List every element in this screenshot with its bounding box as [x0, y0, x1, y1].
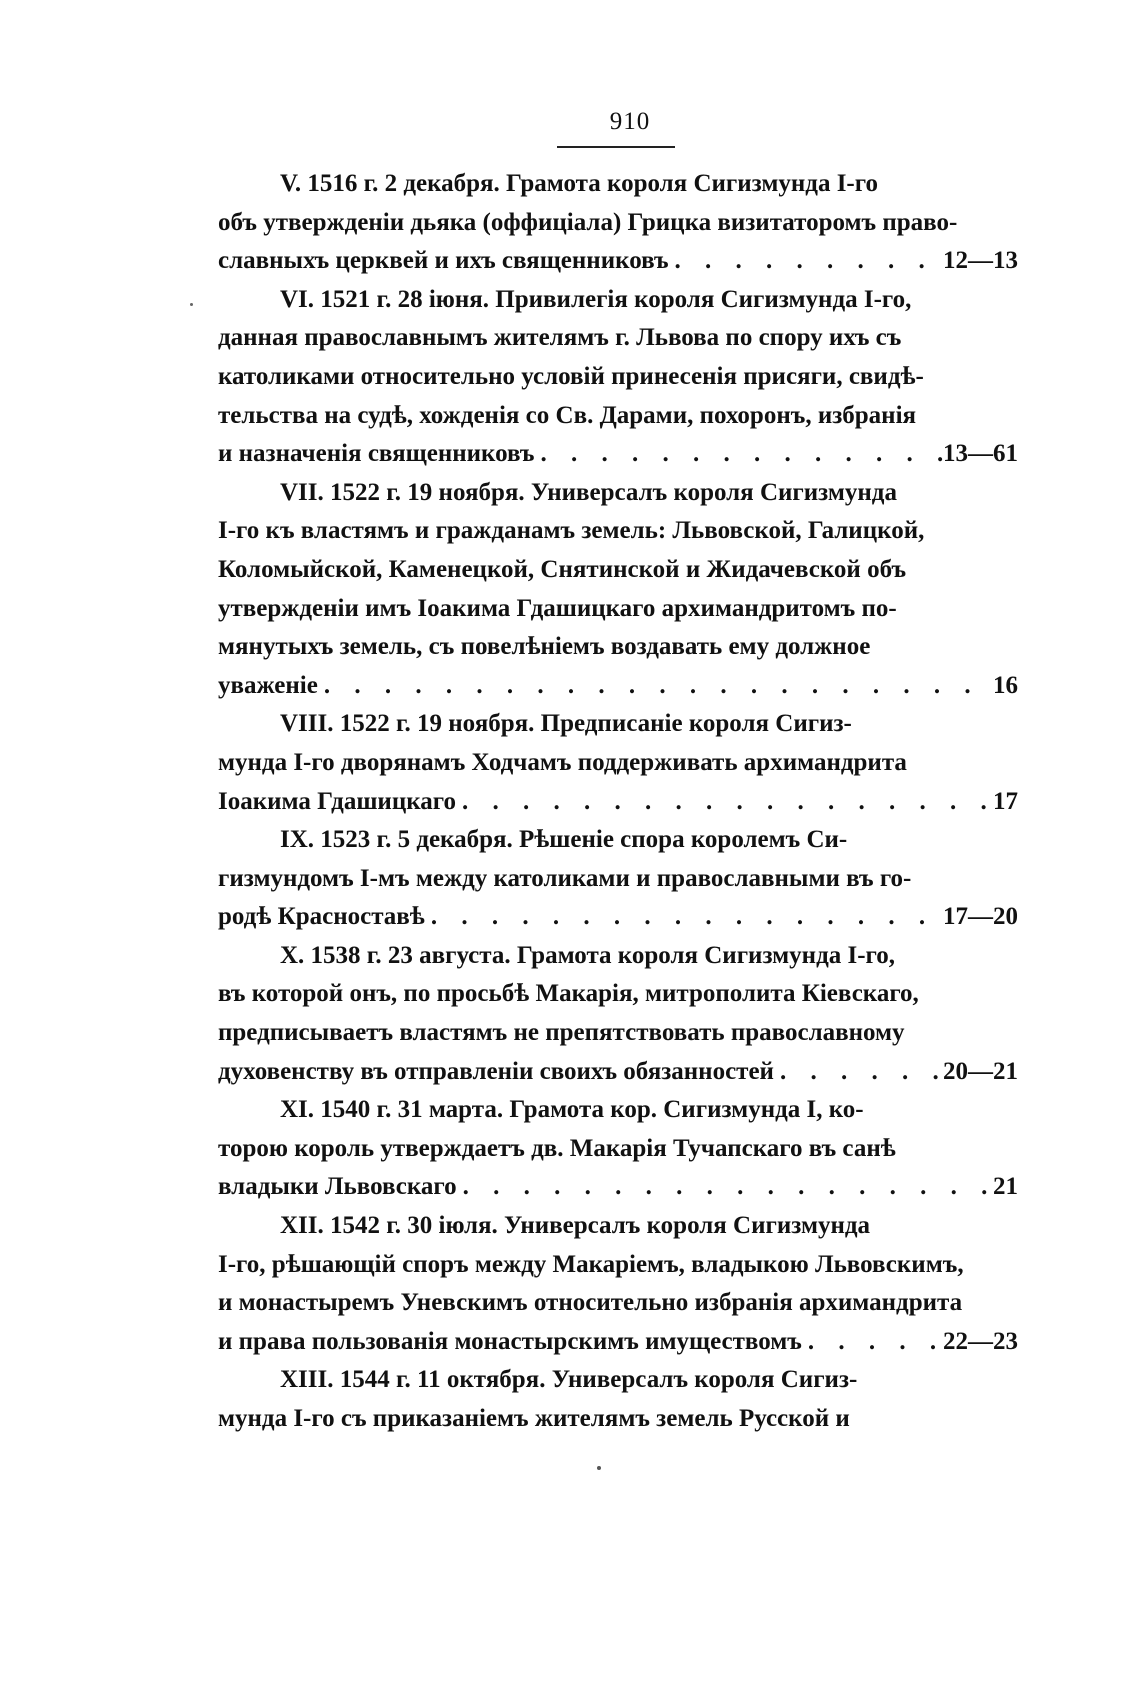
entry-line: и монастыремъ Уневскимъ относительно избранiя архимандрита — [218, 1289, 963, 1317]
entry-line: XII. 1542 г. 30 iюля. Универсалъ короля Сигизмунда — [280, 1212, 871, 1240]
page-number: 910 — [609, 108, 651, 135]
footer-mark — [597, 1466, 601, 1470]
entry-page-range: 17 — [993, 787, 1018, 815]
entry-page-range: 21 — [993, 1173, 1018, 1201]
entry-line-text: и права пользованiя монастырскимъ имуществомъ — [218, 1327, 802, 1355]
entry-line: мянутыхъ земель, съ повелѣнiемъ воздавать ему должное — [218, 633, 871, 661]
document-entry — [218, 1207, 1018, 1361]
dot-leader — [318, 667, 993, 706]
entry-line: IX. 1523 г. 5 декабря. Рѣшенiе спора королемъ Си- — [280, 826, 848, 854]
entry-line: мунда I-го дворянамъ Ходчамъ поддерживать архимандрита — [218, 748, 907, 776]
document-entry — [218, 165, 1018, 281]
entry-line: торою король утверждаетъ дв. Макарiя Тучапскаго въ санѣ — [218, 1134, 896, 1162]
document-entry — [218, 1091, 1018, 1207]
entry-last-line — [218, 1168, 1018, 1207]
entry-last-line — [218, 242, 1018, 281]
entry-page-range: 20—21 — [943, 1057, 1018, 1085]
entry-line-text: и назначенiя священниковъ — [218, 440, 535, 468]
entry-line: Коломыйской, Каменецкой, Снятинской и Жидачевской объ — [218, 555, 907, 583]
document-entry — [218, 937, 1018, 1091]
header-rule — [557, 146, 675, 148]
dot-leader — [534, 435, 943, 474]
entry-line: данная православнымъ жителямъ г. Львова по спору ихъ съ — [218, 324, 902, 352]
dot-leader — [802, 1323, 943, 1362]
entry-page-range: 13—61 — [943, 440, 1018, 468]
document-entry — [218, 474, 1018, 706]
entry-page-range: 22—23 — [943, 1327, 1018, 1355]
entry-line: VII. 1522 г. 19 ноября. Универсалъ короля Сигизмунда — [280, 478, 897, 506]
entry-line-text: Iоакима Гдашицкаго — [218, 787, 456, 815]
entry-line: VIII. 1522 г. 19 ноября. Предписанiе короля Сигиз- — [280, 710, 852, 738]
entry-line: I-го, рѣшающiй споръ между Макарiемъ, владыкою Львовскимъ, — [218, 1250, 964, 1278]
dot-leader — [774, 1053, 943, 1092]
entry-line: католиками относительно условiй принесенiя присяги, свидѣ- — [218, 362, 924, 390]
document-entry — [218, 705, 1018, 821]
document-entry — [218, 821, 1018, 937]
entry-last-line — [218, 1053, 1018, 1092]
entry-line-text: славныхъ церквей и ихъ священниковъ — [218, 247, 669, 275]
entry-page-range: 16 — [993, 671, 1018, 699]
document-entry — [218, 281, 1018, 474]
entry-line-text: родѣ Красноставѣ — [218, 903, 425, 931]
entries-list — [218, 165, 1018, 1439]
entry-line: мунда I-го съ приказанiемъ жителямъ земель Русской и — [218, 1405, 850, 1432]
dot-leader — [425, 898, 943, 937]
document-entry — [218, 1361, 1018, 1438]
entry-line: XIII. 1544 г. 11 октября. Универсалъ короля Сигиз- — [280, 1366, 858, 1394]
entry-line: въ которой онъ, по просьбѣ Макарiя, митрополита Кiевскаго, — [218, 980, 919, 1008]
entry-last-line — [218, 667, 1018, 706]
entry-line: предписываетъ властямъ не препятствовать православному — [218, 1019, 905, 1047]
entry-line-text: владыки Львовскаго — [218, 1173, 457, 1201]
entry-last-line — [218, 1323, 1018, 1362]
entry-last-line — [218, 898, 1018, 937]
margin-mark — [190, 303, 193, 306]
entry-line: гизмундомъ I-мъ между католиками и православными въ го- — [218, 864, 912, 892]
entry-line-text: уваженiе — [218, 671, 318, 699]
entry-line: утвержденiи имъ Iоакима Гдашицкаго архимандритомъ по- — [218, 594, 897, 622]
entry-last-line — [218, 783, 1018, 822]
entry-line: тельства на судѣ, хожденiя со Св. Дарами, похоронъ, избранiя — [218, 401, 917, 429]
entry-line: XI. 1540 г. 31 марта. Грамота кор. Сигизмунда I, ко- — [280, 1096, 864, 1124]
entry-line: X. 1538 г. 23 августа. Грамота короля Сигизмунда I-го, — [280, 941, 896, 969]
dot-leader — [669, 242, 943, 281]
entry-page-range: 12—13 — [943, 247, 1018, 275]
dot-leader — [457, 1168, 993, 1207]
entry-page-range: 17—20 — [943, 903, 1018, 931]
dot-leader — [456, 783, 993, 822]
entry-line: VI. 1521 г. 28 iюня. Привилегiя короля Сигизмунда I-го, — [280, 285, 912, 313]
entry-line-text: духовенству въ отправленiи своихъ обязанностей — [218, 1057, 774, 1085]
entry-line: I-го къ властямъ и гражданамъ земель: Львовской, Галицкой, — [218, 517, 925, 545]
entry-line: объ утвержденiи дьяка (оффицiала) Грицка визитаторомъ право- — [218, 208, 958, 236]
entry-line: V. 1516 г. 2 декабря. Грамота короля Сигизмунда I-го — [280, 170, 878, 197]
entry-last-line — [218, 435, 1018, 474]
